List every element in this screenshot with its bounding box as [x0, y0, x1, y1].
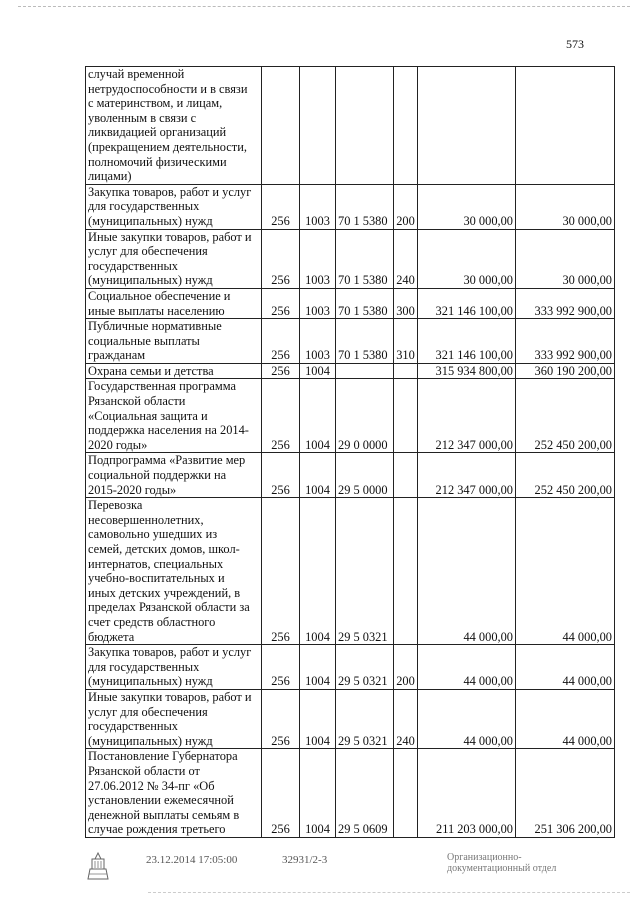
row-amount-1: 30 000,00: [418, 184, 516, 229]
footer-doc-id: 32931/2-3: [282, 854, 328, 866]
row-description: [86, 67, 262, 185]
table-row: [86, 749, 615, 838]
row-amount-2: 44 000,00: [516, 498, 615, 645]
row-expense-type: [394, 749, 418, 838]
row-expense-type: 200: [394, 645, 418, 690]
row-target-article: 70 1 5380: [336, 319, 394, 364]
row-department-code: 256: [262, 689, 300, 748]
row-expense-type: [394, 363, 418, 379]
row-section-code: 1004: [300, 363, 336, 379]
row-amount-1: 44 000,00: [418, 689, 516, 748]
row-expense-type: 240: [394, 229, 418, 288]
row-section-code: 1004: [300, 645, 336, 690]
table-row: [86, 184, 615, 229]
budget-table: [85, 66, 615, 838]
row-amount-2: 30 000,00: [516, 229, 615, 288]
footer-org: Организационно- документационный отдел: [447, 852, 557, 874]
row-description: [86, 453, 262, 498]
row-department-code: 256: [262, 288, 300, 318]
table-row: [86, 498, 615, 645]
row-description: [86, 749, 262, 838]
row-target-article: 29 0 0000: [336, 379, 394, 453]
row-target-article: 29 5 0321: [336, 689, 394, 748]
row-target-article: 70 1 5380: [336, 229, 394, 288]
row-amount-2: 333 992 900,00: [516, 319, 615, 364]
row-description-text: Охрана семьи и детства: [88, 363, 214, 378]
row-department-code: 256: [262, 379, 300, 453]
row-department-code: 256: [262, 645, 300, 690]
row-amount-1: 321 146 100,00: [418, 288, 516, 318]
table-row: [86, 363, 615, 379]
row-target-article: 29 5 0609: [336, 749, 394, 838]
row-amount-2: 251 306 200,00: [516, 749, 615, 838]
row-amount-1: 211 203 000,00: [418, 749, 516, 838]
row-description-text: Иные закупки товаров, работ и услуг для обеспечения государственных (муниципальных) нужд: [88, 229, 252, 288]
scan-top-line: [18, 6, 630, 7]
row-section-code: 1004: [300, 689, 336, 748]
row-department-code: 256: [262, 229, 300, 288]
row-description: [86, 184, 262, 229]
row-description-text: Постановление Губернатора Рязанской области от 27.06.2012 № 34-пг «Об установлении ежемесячной денежной выплаты семьям в случае рождения третьего: [88, 749, 240, 837]
row-expense-type: [394, 67, 418, 185]
row-department-code: [262, 67, 300, 185]
row-target-article: 29 5 0000: [336, 453, 394, 498]
table-row: [86, 689, 615, 748]
row-expense-type: [394, 498, 418, 645]
row-description-text: Подпрограмма «Развитие мер социальной поддержки на 2015-2020 годы»: [88, 453, 246, 497]
row-amount-1: 315 934 800,00: [418, 363, 516, 379]
row-amount-1: 212 347 000,00: [418, 379, 516, 453]
row-section-code: 1003: [300, 184, 336, 229]
row-description-text: Государственная программа Рязанской области «Социальная защита и поддержка населения на 2014- 2020 годы»: [88, 379, 249, 452]
row-amount-1: [418, 67, 516, 185]
row-department-code: 256: [262, 498, 300, 645]
table-row: [86, 379, 615, 453]
row-department-code: 256: [262, 319, 300, 364]
row-description: [86, 379, 262, 453]
row-amount-1: 44 000,00: [418, 498, 516, 645]
table-row: [86, 645, 615, 690]
row-description: [86, 498, 262, 645]
row-amount-2: 252 450 200,00: [516, 379, 615, 453]
building-stamp-icon: [86, 851, 110, 881]
row-target-article: 70 1 5380: [336, 288, 394, 318]
row-description: [86, 363, 262, 379]
row-section-code: 1003: [300, 319, 336, 364]
row-description: [86, 229, 262, 288]
row-amount-2: [516, 67, 615, 185]
row-amount-1: 30 000,00: [418, 229, 516, 288]
row-description-text: Иные закупки товаров, работ и услуг для обеспечения государственных (муниципальных) нужд: [88, 689, 252, 748]
row-target-article: [336, 363, 394, 379]
table-row: [86, 453, 615, 498]
row-section-code: 1003: [300, 229, 336, 288]
row-department-code: 256: [262, 184, 300, 229]
row-expense-type: [394, 453, 418, 498]
row-description-text: Закупка товаров, работ и услуг для государственных (муниципальных) нужд: [88, 184, 252, 228]
row-amount-1: 212 347 000,00: [418, 453, 516, 498]
row-target-article: 29 5 0321: [336, 645, 394, 690]
row-amount-2: 44 000,00: [516, 689, 615, 748]
row-amount-2: 44 000,00: [516, 645, 615, 690]
row-description-text: случай временной нетрудоспособности и в связи с материнством, и лицам, уволенным в связи с ликвидацией организаций (прекращением деятельности, полномочий физическими лицами): [88, 67, 248, 184]
row-section-code: 1004: [300, 379, 336, 453]
row-amount-2: 30 000,00: [516, 184, 615, 229]
row-section-code: 1004: [300, 749, 336, 838]
row-description: [86, 319, 262, 364]
row-section-code: 1004: [300, 453, 336, 498]
row-target-article: 29 5 0321: [336, 498, 394, 645]
row-target-article: 70 1 5380: [336, 184, 394, 229]
row-amount-2: 333 992 900,00: [516, 288, 615, 318]
table-row: [86, 288, 615, 318]
row-expense-type: 300: [394, 288, 418, 318]
row-amount-2: 252 450 200,00: [516, 453, 615, 498]
row-description: [86, 689, 262, 748]
row-section-code: 1003: [300, 288, 336, 318]
row-section-code: [300, 67, 336, 185]
row-expense-type: 310: [394, 319, 418, 364]
row-section-code: 1004: [300, 498, 336, 645]
row-description-text: Публичные нормативные социальные выплаты гражданам: [88, 319, 222, 363]
row-department-code: 256: [262, 749, 300, 838]
row-expense-type: 200: [394, 184, 418, 229]
row-department-code: 256: [262, 363, 300, 379]
row-expense-type: 240: [394, 689, 418, 748]
table-row: [86, 67, 615, 185]
scan-bottom-line: [148, 892, 630, 893]
table-row: [86, 229, 615, 288]
row-description-text: Социальное обеспечение и иные выплаты населению: [88, 288, 231, 318]
row-amount-2: 360 190 200,00: [516, 363, 615, 379]
row-amount-1: 44 000,00: [418, 645, 516, 690]
row-description: [86, 288, 262, 318]
footer-datetime: 23.12.2014 17:05:00: [146, 854, 238, 866]
page-number: 573: [566, 37, 584, 51]
row-description-text: Закупка товаров, работ и услуг для государственных (муниципальных) нужд: [88, 645, 252, 689]
row-description: [86, 645, 262, 690]
row-description-text: Перевозка несовершеннолетних, самовольно ушедших из семей, детских домов, школ- интернатов, специальных учебно-воспитательных и иных детских учреждений, в пределах Рязанской области за счет средств областного бюджета: [88, 498, 250, 644]
row-amount-1: 321 146 100,00: [418, 319, 516, 364]
row-target-article: [336, 67, 394, 185]
table-row: [86, 319, 615, 364]
row-department-code: 256: [262, 453, 300, 498]
row-expense-type: [394, 379, 418, 453]
